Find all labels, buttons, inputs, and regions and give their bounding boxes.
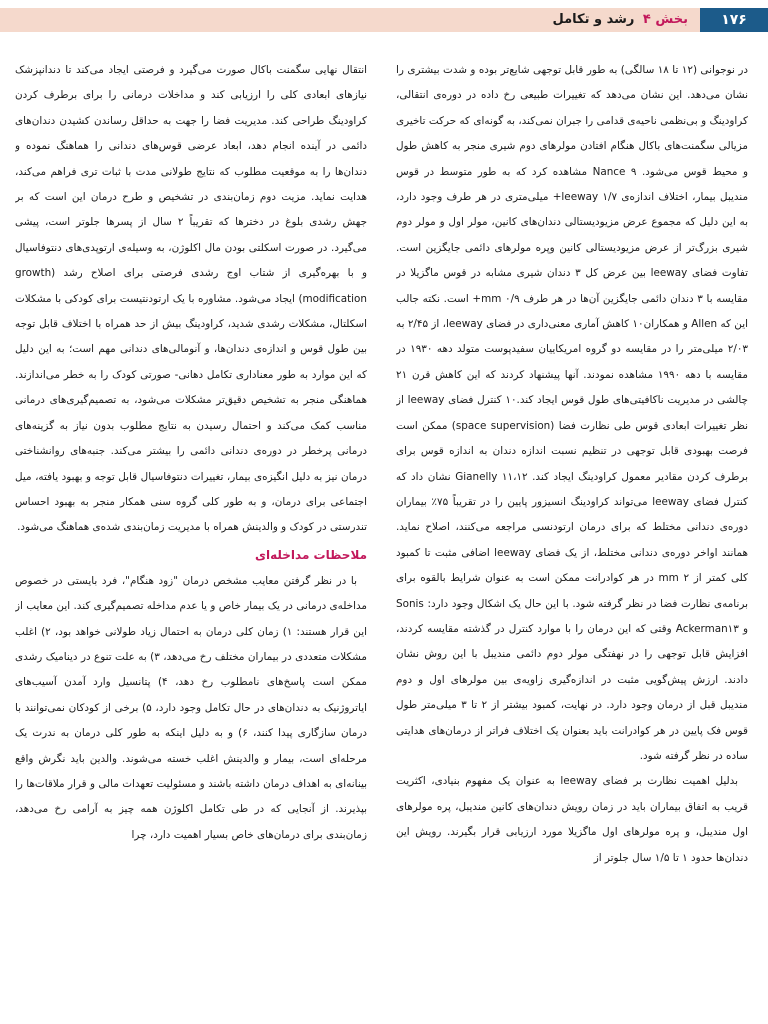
paragraph: در نوجوانی (۱۲ تا ۱۸ سالگی) به طور قابل توجهی شایع‌تر بوده و شدت بیشتری را نشان می‌دهد. این نشان می‌دهد که تغییرات طبیعی رخ داده در دوره‌ی انتقالی، کراودینگ و بی‌نظمی ناحیه‌ی قدامی را جبران نمی‌کند، به گونه‌ای که حرکت تاخیری مزیالی سگمنت‌های باکال هنگام افتادن مولرهای دوم شیری منجر به کاهش طول و محیط قوس می‌شود. Nance ۹ مشاهده کرد که به طور متوسط در قوس مندیبل بیمار، اختلاف اندازه‌ی leeway ۱/۷+ میلی‌متری در هر طرف وجود دارد، به این دلیل که مجموع عرض مزیودیستالی دندان‌های کانین، مولر اول و مولر دوم شیری بزرگ‌تر از عرض مزیودیستالی کانین وپره مولرهای دائمی جایگزین است. تفاوت فضای leeway بین عرض کل ۳ دندان شیری مشابه در قوس ماگزیلا در مقایسه با ۳ دندان دائمی جایگزین آن‌ها در هر طرف mm ۰/۹+ است. نکته جالب این که Allen و همکاران۱۰ کاهش آماری معنی‌داری در فضای leeway، از ۲/۴۵ به ۲/۰۳ میلی‌متر را در مقایسه دو گروه امریکاییان سفیدپوست متولد دهه ۱۹۳۰ در مقایسه با دهه ۱۹۹۰ مشاهده نمودند. آنها پیشنهاد کردند که این کاهش قرن ۲۱ چالشی در مدیریت ناکافیتی‌های طول قوس ایجاد کند.۱۰ کنترل فضای leeway از نظر تغییرات ابعادی قوس طی نظارت فضا (space supervision) ممکن است فرصت بهبودی قابل توجهی در تنظیم نسبت اندازه دندان به اندازه قوس برای برطرف کردن مقادیر معمول کراودینگ ایجاد کند. Gianelly ۱۱،۱۲ نشان داد که کنترل فضای leeway می‌تواند کراودینگ انسیزور پایین را در تقریباً ۷۵٪ بیماران دوره‌ی دندانی مختلط که برای درمان ارتودنسی مراجعه می‌کنند، اصلاح نماید. همانند اواخر دوره‌ی دندانی مختلط، از یک فضای leeway اضافی مثبت تا کمبود کلی کمتر از mm ۲ در هر کوادرانت ممکن است به عنوان شرایط بالقوه برای برنامه‌ی نظارت فضا در نظر گرفته شود. با این حال یک اشکال وجود دارد: Sonis و Ackerman۱۳ وقتی که این درمان را با موارد کنترل در گذشته مقایسه کردند، افزایش قابل توجهی را در نهفتگی مولر دوم دائمی مندیبل با این روش نشان دادند. ارزش پیش‌گویی مثبت در اندازه‌گیری زاویه‌ی بین مولرهای اول و دوم مندیبل قبل از درمان وجود دارد. در نهایت، کمبود بیشتر از ۲ تا ۳ میلی‌متر طول قوس فک پایین در هر کوادرانت باید بعنوان یک اختلاف فراتر از درمان‌های هدایتی ساده در نظر گرفته شود. bbox=[396, 64, 748, 762]
chapter-name: رشد و تکامل bbox=[552, 12, 635, 27]
page-number: ۱۷۶ bbox=[700, 8, 768, 32]
right-column bbox=[396, 58, 748, 1018]
page-header bbox=[0, 8, 768, 32]
paragraph: با در نظر گرفتن معایب مشخص درمان "زود هنگام"، فرد بایستی در خصوص مداخله‌ی درمانی در یک بیمار خاص و یا عدم مداخله تصمیم‌گیری کند. این معایب از این قرار هستند: ۱) زمان کلی درمان به احتمال زیاد طولانی خواهد بود، ۲) اغلب مشکلات متعددی در بیماران مختلف رخ می‌دهد، ۳) به علت تنوع در دینامیک رشدی ممکن است پاسخ‌های نامطلوب رخ دهد، ۴) پتانسیل وارد آمدن آسیب‌های ایاتروژنیک به دندان‌های در حال تکامل وجود دارد، ۵) برخی از کودکان نمی‌توانند با درمان سازگاری پیدا کنند، ۶) و به دلیل اینکه به طور کلی درمان به ندرت یک مرحله‌ای است، بیمار و والدینش اغلب خسته می‌شوند. والدین باید نگرش واقع بینانه‌ای به اهداف درمان داشته باشند و مسئولیت تعهدات مالی و قرار ملاقات‌ها را بپذیرند. از آنجایی که در طی تکامل اکلوژن همه چیز به آرامی رخ می‌دهد، زمان‌بندی برای درمان‌های خاص بسیار اهمیت دارد، چرا bbox=[15, 574, 367, 841]
chapter-label: بخش ۴ bbox=[642, 12, 688, 27]
chapter-title bbox=[552, 8, 688, 32]
left-column bbox=[15, 58, 367, 1018]
section-heading: ملاحظات مداخله‌ای bbox=[254, 547, 367, 562]
paragraph: انتقال نهایی سگمنت باکال صورت می‌گیرد و فرصتی ایجاد می‌کند تا دندانپزشک نیازهای ابعادی کلی را ارزیابی کند و مداخلات درمانی را برای برطرف کردن کراودینگ طراحی کند. مدیریت فضا را جهت به حداقل رساندن کشیدن دندان‌های دائمی در آینده انجام دهد، ابعاد عرضی قوس‌های دندانی را هماهنگ نموده و دندان‌ها را به موقعیت مطلوب که نتایج طولانی مدت با ثبات تری فراهم می‌کند، هدایت نماید. مزیت دوم زمان‌بندی در تشخیص و طرح درمان این است که بر جهش رشدی بلوغ در دخترها که تقریباً ۲ سال از پسرها جلوتر است، پیشی می‌گیرد. در صورت اسکلتی بودن مال اکلوژن، به وسیله‌ی ارتوپدی‌های دنتوفاسیال و با بهره‌گیری از شتاب اوج رشدی فرصتی برای اصلاح رشد (growth modification) ایجاد می‌شود. مشاوره با یک ارتودنتیست برای کودکی با مشکلات اسکلتال، مشکلات رشدی شدید، کراودینگ بیش از حد همراه با اختلاف قابل توجه بین طول قوس و اندازه‌ی دندان‌ها، و آنومالی‌های دندانی مهم است؛ به این دلیل که این موارد به طور معناداری تکامل دهانی- صورتی کودک را به خطر می‌اندازند. هماهنگی منجر به تشخیص دقیق‌تر مشکلات می‌شود، به تصمیم‌گیری‌های درمانی مناسب کمک می‌کند و احتمال رسیدن به نتایج مطلوب بدون نیاز به گزینه‌های درمانی پرخطر در دوره‌ی دندانی دائمی را بیشتر می‌کند. جنبه‌های روانشناختی درمان نیز به دلیل انگیزه‌ی بیمار، تغییرات دنتوفاسیال قابل توجه و بهبود یافته، میل اجتماعی برای درمان، و به طور کلی گروه سنی همکار منجر به بهبود احساس تندرستی در کودک و والدینش همراه با مدیریت زمان‌بندی شده‌ی هماهنگ می‌شود. bbox=[15, 64, 367, 534]
paragraph: بدلیل اهمیت نظارت بر فضای leeway به عنوان یک مفهوم بنیادی، اکثریت قریب به اتفاق بیماران باید در زمان رویش دندان‌های کانین مندیبل، پره مولرهای اول مندیبل، و پره مولرهای اول ماگزیلا مورد ارزیابی قرار بگیرند. رویش این دندان‌ها حدود ۱ تا ۱/۵ سال جلوتر از bbox=[396, 775, 748, 864]
